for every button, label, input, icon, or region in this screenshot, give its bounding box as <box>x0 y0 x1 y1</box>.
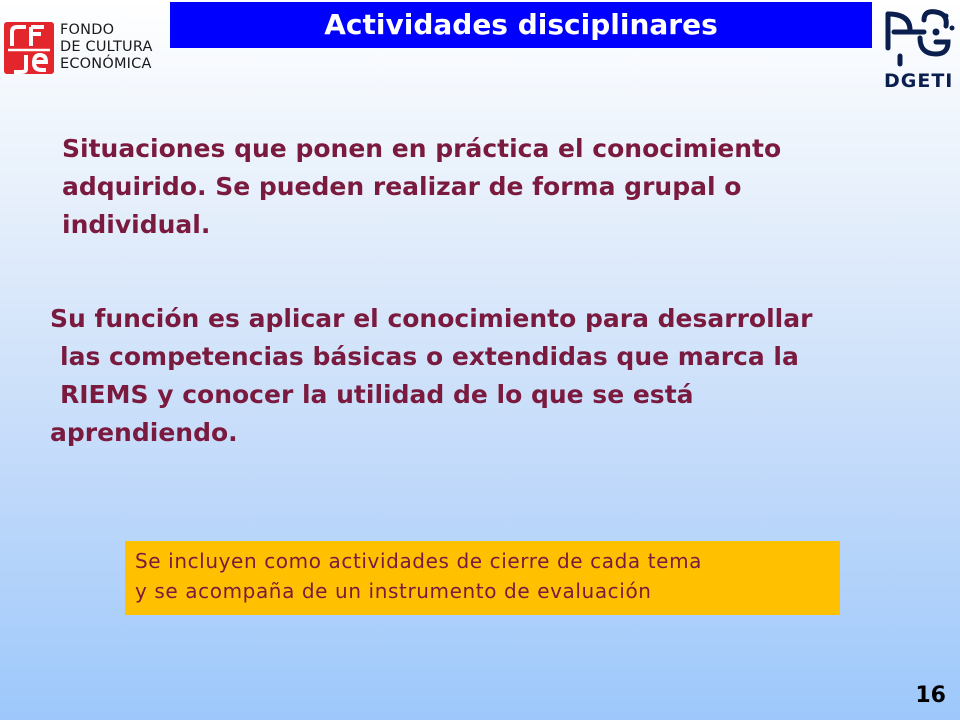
paragraph-2-line-4: aprendiendo. <box>50 418 238 447</box>
paragraph-2-line-3: RIEMS y conocer la utilidad de lo que se está <box>60 380 694 409</box>
paragraph-definition <box>62 130 781 244</box>
paragraph-1-line-2: adquirido. Se pueden realizar de forma grupal o <box>62 172 742 201</box>
page-number: 16 <box>915 683 946 708</box>
fce-logo-line-2: DE CULTURA <box>60 39 153 55</box>
fce-logo-icon <box>4 22 54 74</box>
dgeti-logo-label: DGETI <box>884 70 954 92</box>
note-line-2: y se acompaña de un instrumento de evaluación <box>135 579 652 603</box>
paragraph-2-line-2: las competencias básicas o extendidas que marca la <box>60 342 799 371</box>
fce-logo-line-1: FONDO <box>60 22 115 38</box>
fce-logo-text <box>60 22 153 73</box>
dgeti-logo <box>880 8 960 92</box>
paragraph-function <box>50 300 812 452</box>
fce-logo-line-3: ECONÓMICA <box>60 56 152 72</box>
paragraph-2-line-1: Su función es aplicar el conocimiento para desarrollar <box>50 304 813 333</box>
paragraph-1-line-1: Situaciones que ponen en práctica el conocimiento <box>62 134 782 163</box>
note-line-1: Se incluyen como actividades de cierre de cada tema <box>135 549 703 573</box>
paragraph-1-line-3: individual. <box>62 210 211 239</box>
note-box <box>125 541 840 615</box>
fce-logo <box>4 20 164 78</box>
slide-title: Actividades disciplinares <box>170 2 872 48</box>
dgeti-logo-icon <box>880 8 956 68</box>
